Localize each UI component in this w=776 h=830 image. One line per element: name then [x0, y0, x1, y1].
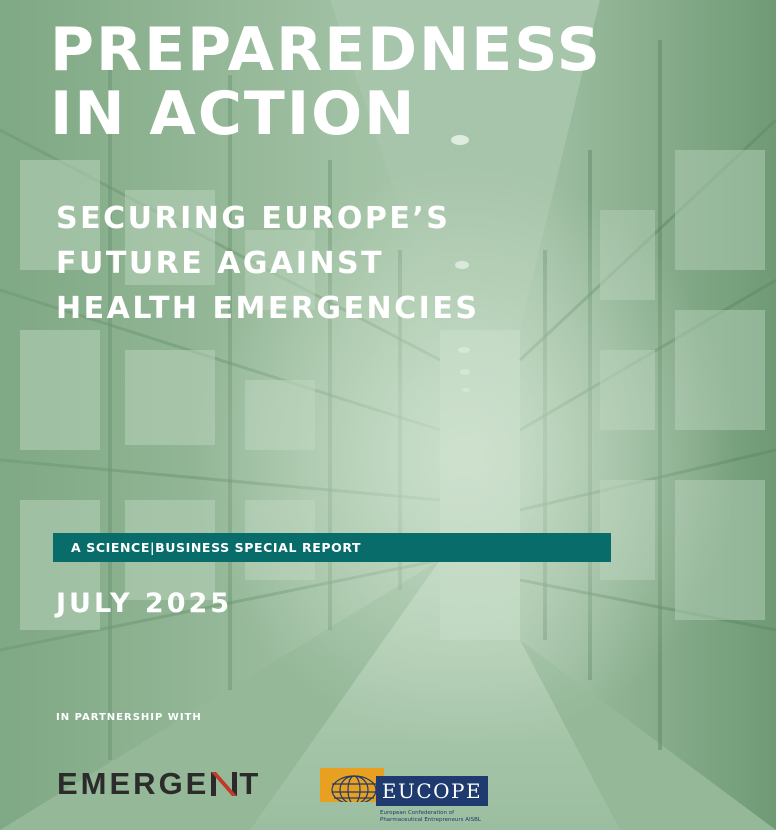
title-line-1: PREPAREDNESS	[50, 15, 602, 85]
subtitle-line-1: SECURING EUROPE’S	[56, 201, 451, 236]
emergent-n-mark-icon	[211, 769, 237, 799]
subtitle-line-3: HEALTH EMERGENCIES	[56, 291, 480, 326]
subtitle-line-2: FUTURE AGAINST	[56, 246, 385, 281]
emergent-logo-text-start: EMERGE	[57, 766, 210, 801]
emergent-logo-text-end: T	[239, 766, 262, 801]
report-subtitle	[56, 196, 479, 331]
partnership-label: IN PARTNERSHIP WITH	[56, 712, 202, 723]
emergent-logo	[57, 766, 261, 802]
title-line-2: IN ACTION	[50, 79, 417, 149]
eucope-logo	[320, 768, 490, 830]
globe-icon	[320, 768, 384, 802]
eucope-caption-line-1: European Confederation of	[380, 810, 455, 816]
eucope-caption	[380, 810, 500, 824]
report-title	[50, 15, 602, 149]
eucope-name: EUCOPE	[376, 776, 488, 806]
publication-date: JULY 2025	[56, 588, 233, 619]
special-report-banner: A SCIENCE|BUSINESS SPECIAL REPORT	[53, 533, 611, 562]
eucope-caption-line-2: Pharmaceutical Entrepreneurs AISBL	[380, 817, 481, 823]
